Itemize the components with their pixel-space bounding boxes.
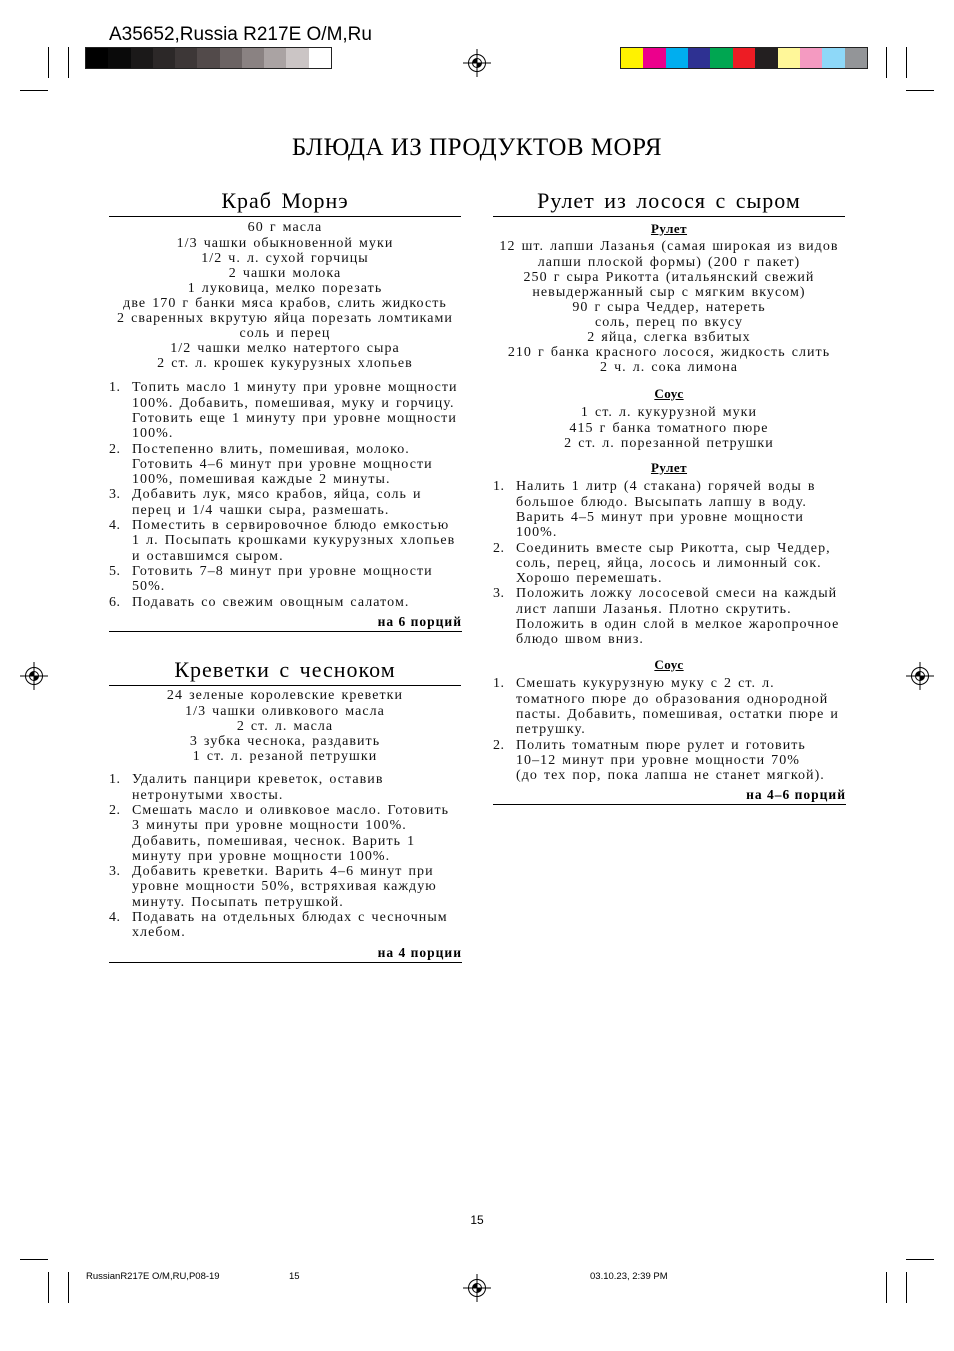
step-number: 5. — [109, 563, 121, 579]
method-step — [493, 738, 845, 784]
step-text-line: соль, перец, яйца, лосось и лимонный сок. — [516, 555, 822, 571]
method-step — [109, 864, 461, 910]
step-text-line: нетронутыми хвосты. — [132, 787, 284, 803]
step-text — [132, 864, 461, 910]
step-text-line: Налить 1 литр (4 стакана) горячей воды в — [516, 479, 816, 495]
crop-mark — [68, 47, 69, 78]
step-text-line: 100%. — [516, 525, 558, 541]
step-text — [132, 595, 461, 610]
step-text-line: хлебом. — [132, 925, 186, 941]
step-text — [516, 479, 845, 540]
color-swatch — [666, 48, 688, 68]
step-text-line: петрушку. — [516, 722, 586, 738]
color-swatch — [131, 48, 153, 68]
ingredient-line: 1 ст. л. кукурузной муки — [580, 405, 758, 421]
color-swatch — [822, 48, 844, 68]
ingredient-line: невыдержанный сыр с мягким вкусом) — [532, 284, 806, 300]
step-text-line: уровне мощности 50%, встряхивая каждую — [132, 879, 437, 895]
method-group-label: Соус — [654, 656, 684, 672]
method-step — [109, 487, 461, 518]
step-text-line: Поместить в сервировочное блюдо емкостью — [132, 518, 450, 534]
step-number: 1. — [109, 772, 121, 788]
servings: на 4–6 порций — [493, 787, 846, 805]
registration-mark-icon — [462, 1273, 492, 1303]
ingredient-line: лапши плоской формы) (200 г пакет) — [537, 254, 801, 270]
step-text-line: 50%. — [132, 579, 166, 595]
registration-mark-icon — [905, 661, 935, 691]
registration-mark-icon — [462, 48, 492, 78]
ingredient-line: 210 г банка красного лосося, жидкость слить — [507, 345, 831, 361]
job-title: A35652,Russia R217E O/M,Ru — [109, 24, 372, 45]
page-number: 15 — [470, 1213, 484, 1227]
ingredient-line: 250 г сыра Рикотта (итальянский свежий — [523, 269, 815, 285]
color-swatch — [309, 48, 331, 68]
crop-mark — [906, 47, 907, 78]
color-swatch — [621, 48, 643, 68]
step-text-line: лист лапши Лазанья. Плотно скрутить. — [516, 601, 792, 617]
ingredient-group-label: Соус — [654, 385, 684, 401]
step-text-line: минуту. Посыпать петрушкой. — [132, 894, 344, 910]
method-step — [109, 442, 461, 488]
ingredient-line: 1/2 чашки мелко натертого сыра — [170, 341, 400, 357]
footer-page: 15 — [289, 1271, 300, 1282]
step-text-line: Хорошо перемешать. — [516, 571, 663, 587]
step-text-line: Подавать на отдельных блюдах с чесночным — [132, 910, 448, 926]
crop-mark — [886, 47, 887, 78]
step-text-line: 3 минуты при уровне мощности 100%. — [132, 818, 407, 834]
color-swatch — [175, 48, 197, 68]
method-steps — [493, 479, 845, 647]
color-swatch — [197, 48, 219, 68]
color-swatch — [800, 48, 822, 68]
crop-mark — [48, 47, 49, 78]
step-text — [516, 541, 845, 587]
ingredient-line: 1/3 чашки оливкового масла — [185, 703, 385, 719]
method-step — [109, 772, 461, 803]
ingredient-list — [493, 239, 845, 375]
ingredient-line: 2 ст. л. порезанной петрушки — [564, 435, 774, 451]
grayscale-color-bar — [86, 48, 331, 68]
step-number: 3. — [109, 864, 121, 880]
step-text-line: 10–12 минут при уровне мощности 70% — [516, 752, 800, 768]
step-text-line: Смешать масло и оливковое масло. Готовить — [132, 802, 450, 818]
step-text — [132, 803, 461, 864]
ingredient-line: 3 зубка чеснока, раздавить — [189, 733, 381, 749]
ingredient-line: 2 яйца, слегка взбитых — [587, 330, 751, 345]
servings: на 4 порции — [109, 945, 462, 963]
color-swatch — [643, 48, 665, 68]
recipe-title: Креветки с чесноком — [109, 654, 461, 686]
method-step — [109, 803, 461, 864]
footer-file-name: RussianR217E O/M,RU,P08-19 — [86, 1271, 220, 1282]
color-swatch — [108, 48, 130, 68]
step-text-line: Готовить еще 1 минуту при уровне мощности — [132, 410, 457, 426]
step-number: 3. — [493, 586, 505, 602]
process-color-bar — [621, 48, 867, 68]
step-text-line: томатного пюре до образования однородной — [516, 691, 829, 707]
step-text-line: Топить масло 1 минуту при уровне мощности — [132, 380, 458, 396]
step-number: 3. — [109, 487, 121, 503]
step-text-line: Смешать кукурузную муку с 2 ст. л. — [516, 676, 775, 692]
step-number: 2. — [109, 802, 121, 818]
step-number: 6. — [109, 594, 121, 610]
ingredient-line: соль, перец по вкусу — [594, 314, 744, 330]
step-number: 1. — [493, 479, 505, 495]
step-text — [132, 442, 461, 488]
recipe-title: Рулет из лосося с сыром — [493, 185, 845, 217]
method-group-label: Рулет — [650, 459, 688, 475]
ingredient-list — [109, 688, 461, 763]
step-text-line: 100%. Добавить, помешивая, муку и горчицу. — [132, 395, 455, 411]
ingredient-line: 90 г сыра Чеддер, натереть — [572, 299, 766, 315]
ingredient-list — [493, 405, 845, 450]
step-text-line: Постепенно влить, помешивая, молоко. — [132, 441, 410, 457]
step-text — [132, 518, 461, 564]
ingredient-line: 2 ч. л. сока лимона — [599, 360, 739, 376]
ingredient-line: 1/2 ч. л. сухой горчицы — [201, 250, 369, 266]
step-text — [516, 676, 845, 737]
crop-mark — [906, 1259, 934, 1260]
method-steps — [493, 676, 845, 783]
step-text — [516, 586, 845, 647]
step-text — [516, 738, 845, 784]
ingredient-line: 2 ст. л. масла — [236, 718, 334, 734]
step-text-line: минуту при уровне мощности 100%. — [132, 848, 391, 864]
step-text-line: блюдо швом вниз. — [516, 632, 644, 648]
step-text-line: пасты. Добавить, помешивая, остатки пюре и — [516, 706, 839, 722]
ingredient-list — [109, 220, 461, 371]
step-number: 2. — [493, 737, 505, 753]
ingredient-line: 1/3 чашки обыкновенной муки — [176, 235, 394, 251]
color-swatch — [710, 48, 732, 68]
crop-mark — [886, 1272, 887, 1303]
ingredient-line: соль и перец — [239, 326, 331, 342]
recipe-title: Краб Морнэ — [109, 185, 461, 217]
step-text-line: (до тех пор, пока лапша не станет мягкой). — [516, 768, 825, 784]
ingredient-group-label: Рулет — [650, 220, 688, 236]
step-text-line: Готовить 4–6 минут при уровне мощности — [132, 456, 433, 472]
step-text — [132, 772, 461, 803]
ingredient-line: 2 ст. л. крошек кукурузных хлопьев — [157, 356, 413, 372]
crop-mark — [48, 1272, 49, 1303]
method-steps — [109, 380, 461, 609]
color-swatch — [286, 48, 308, 68]
step-text-line: перец и 1/4 чашки сыра, размешать. — [132, 502, 390, 518]
step-number: 2. — [493, 540, 505, 556]
step-text-line: 100%. — [132, 426, 174, 442]
method-step — [493, 586, 845, 647]
step-text-line: Соединить вместе сыр Рикотта, сыр Чеддер, — [516, 540, 831, 556]
step-text-line: и оставшимся сыром. — [132, 548, 284, 564]
method-step — [109, 595, 461, 610]
method-step — [493, 479, 845, 540]
step-text-line: Положить в один слой в мелкое жаропрочное — [516, 617, 840, 633]
step-text-line: Готовить 7–8 минут при уровне мощности — [132, 563, 433, 579]
page-title: БЛЮДА ИЗ ПРОДУКТОВ МОРЯ — [291, 134, 663, 161]
ingredient-line: 415 г банка томатного пюре — [569, 420, 769, 436]
registration-mark-icon — [19, 661, 49, 691]
ingredient-line: 12 шт. лапши Лазанья (самая широкая из видов — [499, 239, 839, 255]
ingredient-line: две 170 г банки мяса крабов, слить жидкость — [123, 295, 447, 311]
step-text-line: Добавить креветки. Варить 4–6 минут при — [132, 864, 434, 880]
step-text-line: Добавить, помешивая, чеснок. Варить 1 — [132, 833, 416, 849]
color-swatch — [755, 48, 777, 68]
step-text-line: Полить томатным пюре рулет и готовить — [516, 737, 806, 753]
step-text-line: Варить 4–5 минут при уровне мощности — [516, 509, 804, 525]
method-step — [493, 676, 845, 737]
color-swatch — [153, 48, 175, 68]
method-steps — [109, 772, 461, 940]
crop-mark — [906, 1272, 907, 1303]
step-text — [132, 564, 461, 595]
method-step — [493, 541, 845, 587]
crop-mark — [20, 90, 48, 91]
step-text — [132, 487, 461, 518]
color-swatch — [733, 48, 755, 68]
crop-mark — [20, 1259, 48, 1260]
ingredient-line: 2 сваренных вкрутую яйца порезать ломтиками — [117, 311, 453, 326]
color-swatch — [688, 48, 710, 68]
color-swatch — [845, 48, 867, 68]
step-text — [132, 910, 461, 941]
step-text-line: 1 л. Посыпать крошками кукурузных хлопьев — [132, 533, 456, 549]
step-text-line: большое блюдо. Высыпать лапшу в воду. — [516, 494, 807, 510]
footer-timestamp: 03.10.23, 2:39 PM — [590, 1271, 668, 1282]
ingredient-line: 2 чашки молока — [228, 265, 342, 281]
step-text-line: 100%, помешивая каждые 2 минуты. — [132, 472, 391, 488]
ingredient-line: 1 ст. л. резаной петрушки — [192, 748, 378, 764]
color-swatch — [264, 48, 286, 68]
method-step — [109, 564, 461, 595]
step-text-line: Подавать со свежим овощным салатом. — [132, 594, 410, 610]
servings: на 6 порций — [109, 614, 462, 632]
color-swatch — [778, 48, 800, 68]
step-number: 2. — [109, 441, 121, 457]
step-number: 1. — [109, 380, 121, 396]
method-step — [109, 518, 461, 564]
step-number: 4. — [109, 910, 121, 926]
step-text-line: Удалить панцири креветок, оставив — [132, 772, 384, 788]
crop-mark — [68, 1272, 69, 1303]
step-number: 4. — [109, 518, 121, 534]
method-step — [109, 910, 461, 941]
step-text — [132, 380, 461, 441]
color-swatch — [86, 48, 108, 68]
color-swatch — [220, 48, 242, 68]
step-text-line: Добавить лук, мясо крабов, яйца, соль и — [132, 487, 422, 503]
step-number: 1. — [493, 676, 505, 692]
method-step — [109, 380, 461, 441]
step-text-line: Положить ложку лососевой смеси на каждый — [516, 586, 838, 602]
ingredient-line: 1 луковица, мелко порезать — [187, 280, 383, 296]
color-swatch — [242, 48, 264, 68]
crop-mark — [906, 90, 934, 91]
ingredient-line: 60 г масла — [247, 220, 323, 236]
ingredient-line: 24 зеленые королевские креветки — [166, 688, 404, 704]
